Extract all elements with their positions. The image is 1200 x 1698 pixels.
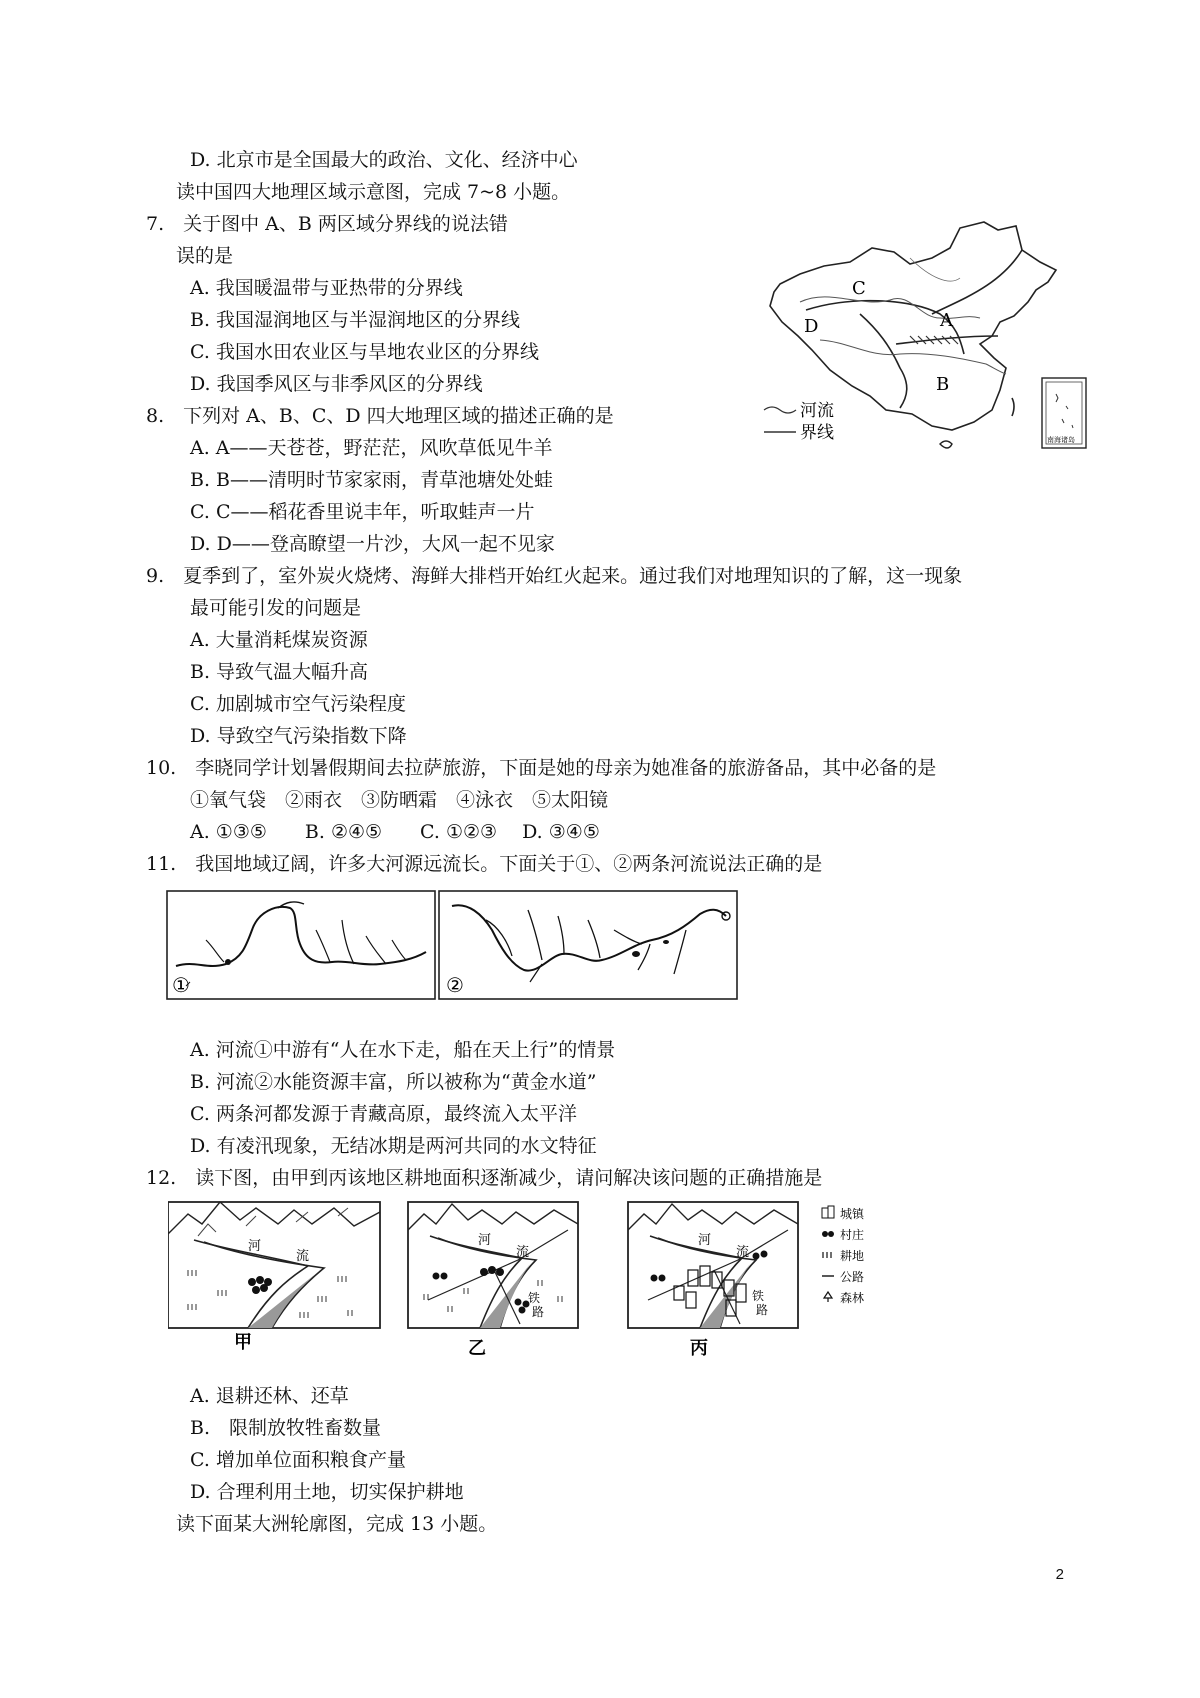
q9-option-a: A. 大量消耗煤炭资源 [190,629,368,651]
panel-bing-label: 丙 [690,1338,708,1359]
q8-option-a: A. A——天苍苍，野茫茫，风吹草低见牛羊 [190,437,553,459]
region-label-b: B [936,374,950,395]
q13-intro: 读下面某大洲轮廓图，完成 13 小题。 [176,1513,498,1535]
panel-bing-rail-text-2: 路 [756,1303,769,1317]
river-2-label: ② [446,973,464,997]
panel-jia-river-text-1: 河 [248,1239,262,1254]
q11-option-a: A. 河流①中游有“人在水下走，船在天上行”的情景 [190,1039,616,1061]
q12-stem: 12. 读下图，由甲到丙该地区耕地面积逐渐减少，请问解决该问题的正确措施是 [146,1167,823,1189]
panel-yi-river-text-2: 流 [516,1245,530,1260]
panel-yi-rail-text-1: 铁 [528,1291,541,1305]
q11-option-c: C. 两条河都发源于青藏高原，最终流入太平洋 [190,1103,577,1125]
panel-bing [628,1202,798,1359]
q8-option-b: B. B——清明时节家家雨，青草池塘处处蛙 [190,469,554,491]
q12-option-d: D. 合理利用土地，切实保护耕地 [190,1481,464,1503]
region-label-a: A [940,310,953,331]
q7-option-c: C. 我国水田农业区与旱地农业区的分界线 [190,341,539,363]
q8-stem: 8. 下列对 A、B、C、D 四大地理区域的描述正确的是 [146,405,614,427]
q11-option-b: B. 河流②水能资源丰富，所以被称为“黄金水道” [190,1071,597,1093]
legend-town-text: 城镇 [840,1207,865,1221]
q10-items: ①氧气袋 ②雨衣 ③防晒霜 ④泳衣 ⑤太阳镜 [190,789,609,811]
legend-boundary-text: 界线 [800,423,834,443]
panel-yi-label: 乙 [468,1338,486,1359]
q9-stem-cont: 最可能引发的问题是 [190,597,362,619]
q12-option-c: C. 增加单位面积粮食产量 [190,1449,406,1471]
panel-yi-river-text-1: 河 [478,1233,492,1248]
land-use-legend [822,1206,865,1305]
river-2-map [438,890,738,1000]
q9-stem: 9. 夏季到了，室外炭火烧烤、海鲜大排档开始红火起来。通过我们对地理知识的了解，这一现象 [146,565,963,587]
inset-label: 南海诸岛 [1047,436,1075,444]
river-1-label: ① [172,973,190,997]
land-use-figure [168,1200,888,1360]
legend-farmland-text: 耕地 [840,1249,865,1263]
legend-forest-text: 森林 [840,1291,865,1305]
legend-road-text: 公路 [840,1270,865,1284]
q7-option-d: D. 我国季风区与非季风区的分界线 [190,373,483,395]
yellow-river [800,297,980,319]
panel-jia-river-text-2: 流 [296,1249,310,1264]
q7-8-intro: 读中国四大地理区域示意图，完成 7~8 小题。 [176,181,571,203]
panel-bing-rail-text-1: 铁 [752,1289,765,1303]
panel-bing-river-text-1: 河 [698,1233,712,1248]
legend-village-text: 村庄 [840,1228,865,1242]
q9-option-b: B. 导致气温大幅升高 [190,661,369,683]
q9-option-d: D. 导致空气污染指数下降 [190,725,407,747]
boundary-ne-line [932,250,1022,314]
q10-options: A. ①③⑤ B. ②④⑤ C. ①②③ D. ③④⑤ [190,821,600,843]
q8-option-d: D. D——登高瞭望一片沙，大风一起不见家 [190,533,555,555]
region-label-c: C [852,278,866,299]
q6-option-d: D. 北京市是全国最大的政治、文化、经济中心 [190,149,578,171]
panel-bing-river-text-2: 流 [736,1245,750,1260]
legend-river-text: 河流 [800,401,834,421]
page-number: 2 [1055,1566,1064,1583]
panel-jia-label: 甲 [234,1332,252,1353]
q9-option-c: C. 加剧城市空气污染程度 [190,693,406,715]
panel-yi-rail-text-2: 路 [532,1305,545,1319]
panel-yi [408,1202,578,1359]
q7-option-b: B. 我国湿润地区与半湿润地区的分界线 [190,309,521,331]
q11-stem: 11. 我国地域辽阔，许多大河源远流长。下面关于①、②两条河流说法正确的是 [146,853,823,875]
panel-jia [168,1202,380,1353]
q12-option-a: A. 退耕还林、还草 [190,1385,349,1407]
river-1-map [166,890,436,1000]
china-regions-map [760,218,1090,468]
q7-option-a: A. 我国暖温带与亚热带的分界线 [190,277,463,299]
q12-option-b: B. 限制放牧牲畜数量 [190,1417,382,1439]
q8-option-c: C. C——稻花香里说丰年，听取蛙声一片 [190,501,535,523]
q7-stem-cont: 误的是 [176,245,234,267]
q10-stem: 10. 李晓同学计划暑假期间去拉萨旅游，下面是她的母亲为她准备的旅游备品，其中必备的是 [146,757,937,779]
region-label-d: D [804,316,819,337]
q7-stem: 7. 关于图中 A、B 两区域分界线的说法错 [146,213,508,235]
yangtze-river [820,340,1006,374]
q11-option-d: D. 有凌汛现象，无结冰期是两河共同的水文特征 [190,1135,597,1157]
